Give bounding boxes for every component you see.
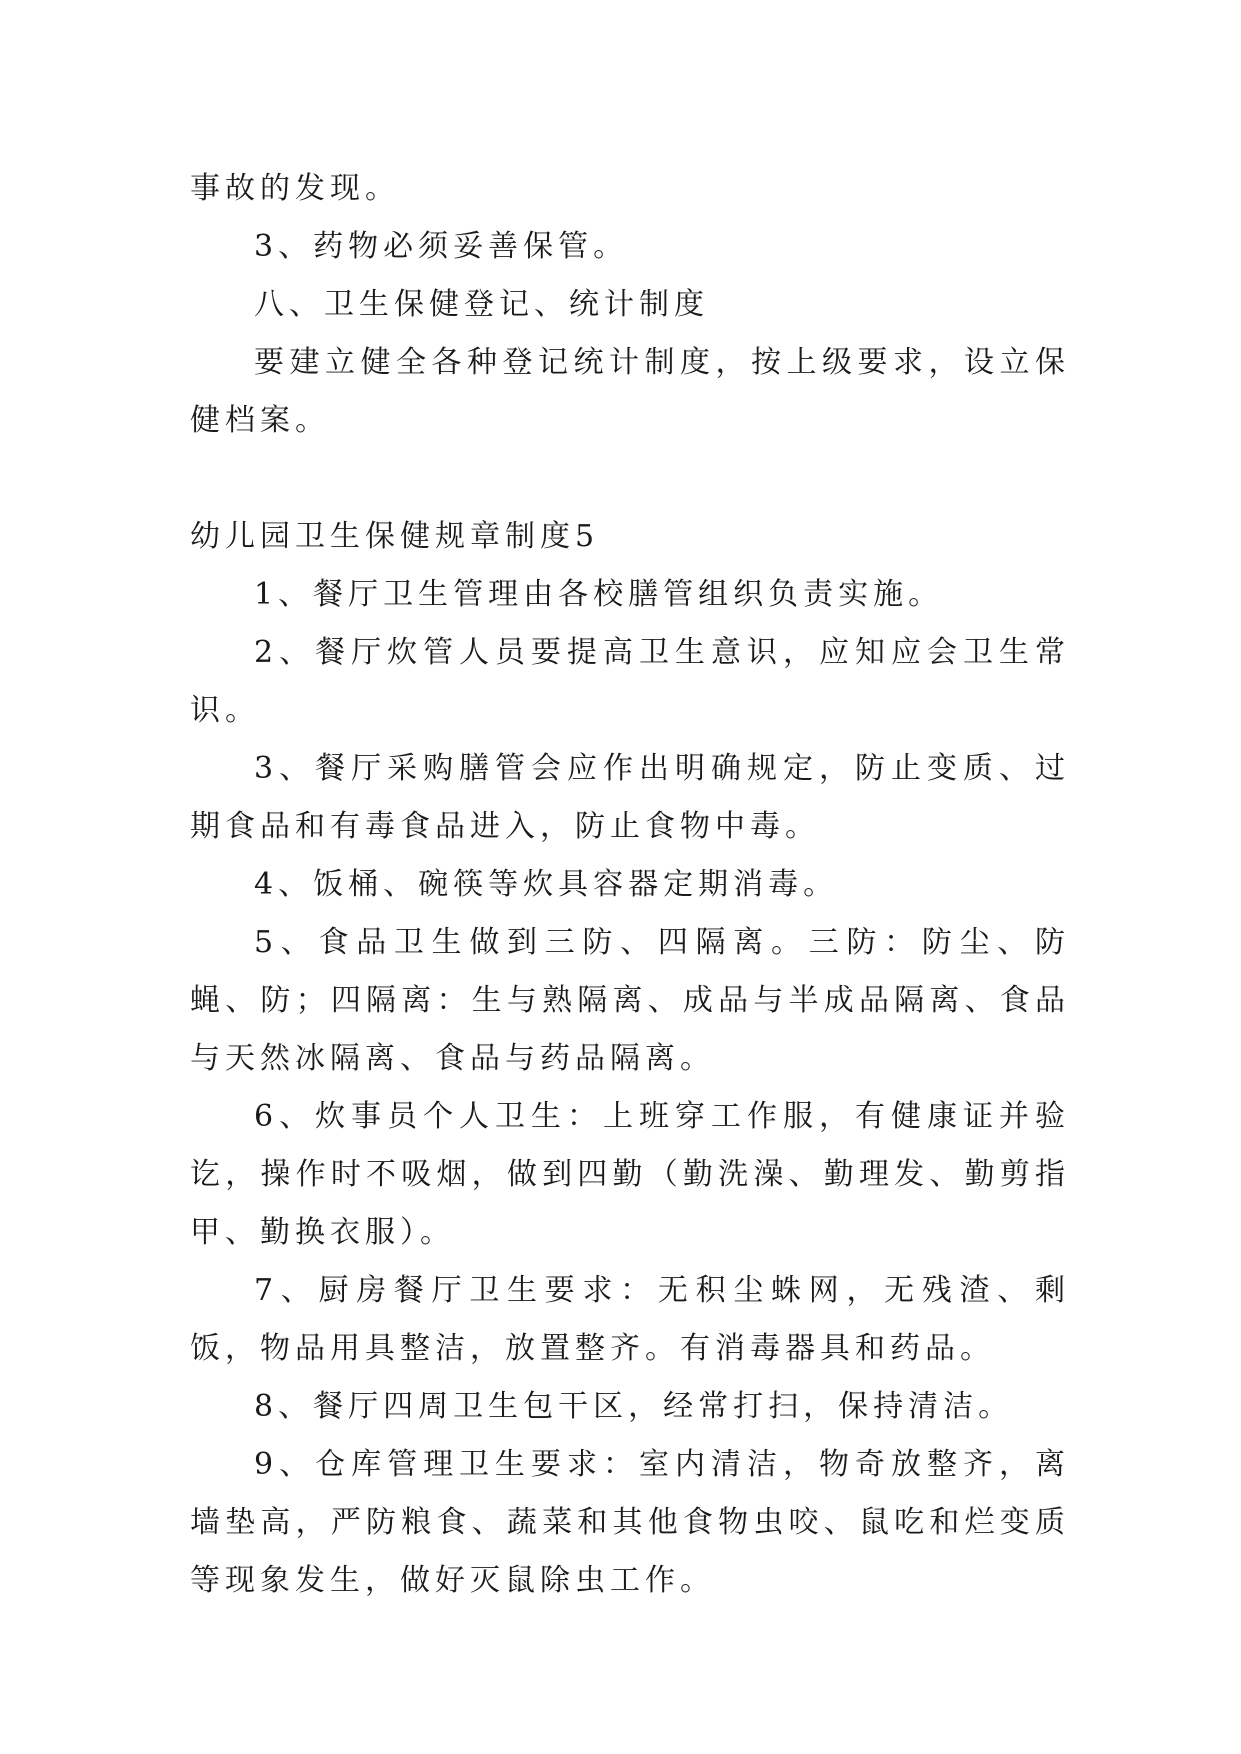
list-item: 8、餐厅四周卫生包干区，经常打扫，保持清洁。: [254, 1389, 1014, 1424]
list-item: 7、厨房餐厅卫生要求：无积尘蛛网，无残渣、剩饭，物品用具整洁，放置整齐。有消毒器具和药品。: [190, 1273, 1070, 1366]
section-title: 幼儿园卫生保健规章制度5: [190, 519, 600, 554]
paragraph-continuation: 事故的发现。: [190, 171, 400, 206]
list-item: 2、餐厅炊管人员要提高卫生意识，应知应会卫生常识。: [190, 635, 1070, 728]
list-item: 6、炊事员个人卫生：上班穿工作服，有健康证并验讫，操作时不吸烟，做到四勤（勤洗澡、勤理发、勤剪指甲、勤换衣服）。: [190, 1099, 1070, 1250]
list-item: 3、餐厅采购膳管会应作出明确规定，防止变质、过期食品和有毒食品进入，防止食物中毒。: [190, 751, 1070, 844]
list-item: 1、餐厅卫生管理由各校膳管组织负责实施。: [254, 577, 944, 612]
paragraph-registration: 要建立健全各种登记统计制度，按上级要求，设立保健档案。: [190, 345, 1070, 438]
list-item: 5、食品卫生做到三防、四隔离。三防：防尘、防蝇、防；四隔离：生与熟隔离、成品与半成品隔离、食品与天然冰隔离、食品与药品隔离。: [190, 925, 1070, 1076]
list-item: 9、仓库管理卫生要求：室内清洁，物奇放整齐，离墙垫高，严防粮食、蔬菜和其他食物虫咬、鼠吃和烂变质等现象发生，做好灭鼠除虫工作。: [190, 1447, 1070, 1598]
list-item: 4、饭桶、碗筷等炊具容器定期消毒。: [254, 867, 839, 902]
paragraph-medicine: 3、药物必须妥善保管。: [254, 229, 629, 264]
document-body: [190, 160, 1070, 1610]
heading-registration: 八、卫生保健登记、统计制度: [254, 287, 709, 322]
